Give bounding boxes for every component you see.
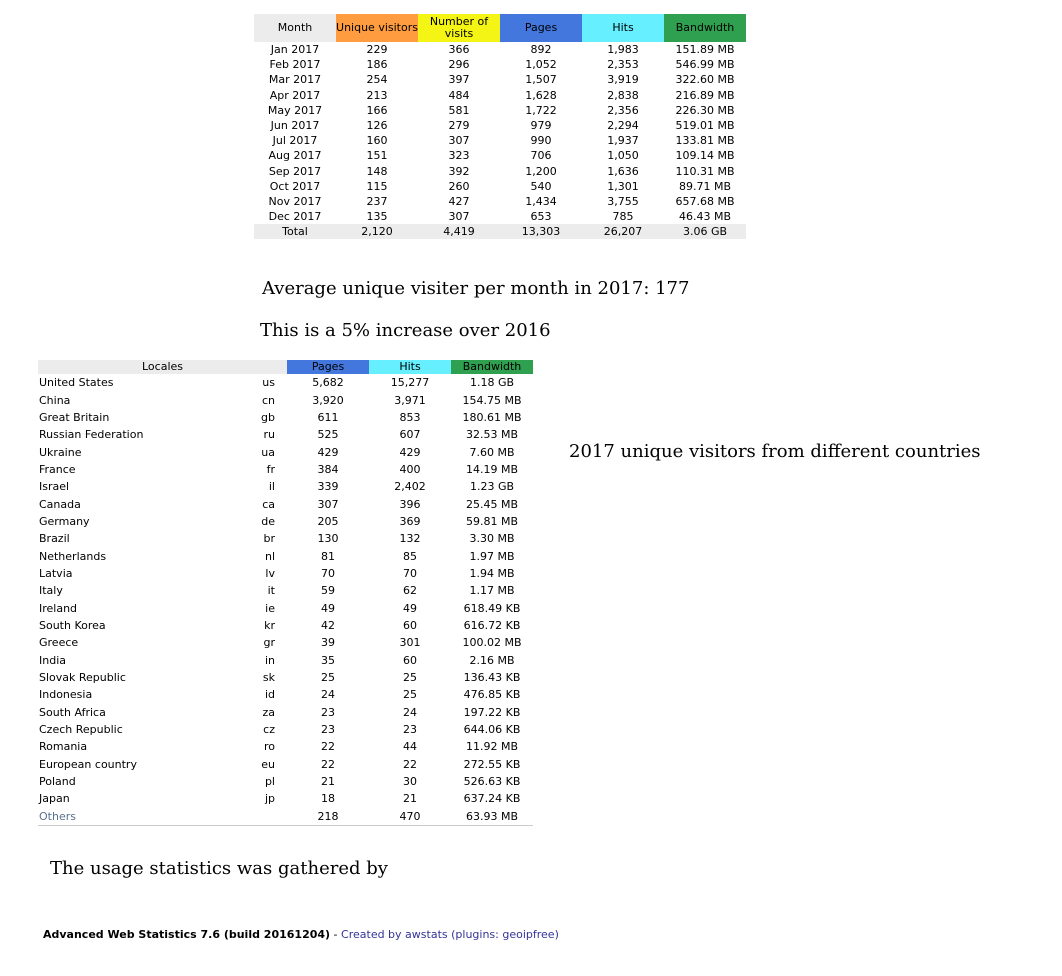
- visits-cell: 307: [448, 134, 470, 148]
- bandwidth-cell: 1.23 GB: [469, 480, 515, 494]
- country-name-cell: Japan: [39, 792, 70, 806]
- country-code-cell: fr: [266, 462, 275, 476]
- country-code-cell: jp: [264, 792, 275, 806]
- monthly-total-row: [254, 224, 746, 239]
- country-code-cell: ie: [265, 601, 275, 615]
- country-name-cell: South Africa: [39, 705, 106, 719]
- bandwidth-cell: 322.60 MB: [675, 73, 735, 87]
- hits-cell: 60: [403, 653, 417, 667]
- total-hits-cell: 26,207: [582, 224, 664, 239]
- locale-row: [38, 547, 533, 564]
- locale-row: [38, 704, 533, 721]
- locales-table: [38, 360, 533, 826]
- pages-cell: 23: [321, 705, 335, 719]
- pages-cell: 307: [317, 497, 339, 511]
- country-name-cell: Israel: [39, 480, 70, 494]
- header-bandwidth: Bandwidth: [664, 14, 746, 42]
- locales-header-row: [38, 360, 533, 374]
- visits-cell: 392: [448, 164, 470, 178]
- country-code-cell: ua: [261, 445, 275, 459]
- country-code-cell: nl: [264, 549, 275, 563]
- locale-row: [38, 617, 533, 634]
- country-name-cell: Romania: [39, 740, 88, 754]
- visits-cell: 397: [448, 73, 470, 87]
- bandwidth-cell: 3.30 MB: [469, 532, 515, 546]
- countries-caption: 2017 unique visitors from different countries: [569, 441, 981, 462]
- monthly-row: [254, 133, 746, 148]
- monthly-row: [254, 179, 746, 194]
- product-name: Advanced Web Statistics 7.6 (build 20161204): [43, 928, 331, 941]
- gathered-by-text: The usage statistics was gathered by: [50, 858, 388, 879]
- bandwidth-cell: 1.94 MB: [469, 566, 515, 580]
- hits-cell: 3,755: [607, 194, 639, 208]
- hits-cell: 607: [399, 428, 421, 442]
- monthly-history-table: [254, 14, 746, 239]
- unique-visitors-cell: 160: [366, 134, 388, 148]
- visits-cell: 484: [448, 88, 470, 102]
- pages-cell: 218: [287, 808, 369, 826]
- bandwidth-cell: 216.89 MB: [675, 88, 735, 102]
- country-code-cell: br: [263, 532, 275, 546]
- country-name-cell: Others: [38, 808, 239, 826]
- locale-row: [38, 374, 533, 391]
- locale-row: [38, 530, 533, 547]
- month-cell: Jun 2017: [270, 119, 320, 133]
- unique-visitors-cell: 148: [366, 164, 388, 178]
- hits-cell: 85: [403, 549, 417, 563]
- country-name-cell: South Korea: [39, 618, 106, 632]
- header-locales-pages: Pages: [287, 360, 369, 374]
- country-name-cell: Slovak Republic: [39, 671, 126, 685]
- locale-row: [38, 443, 533, 460]
- monthly-header-row: [254, 14, 746, 42]
- country-code-cell: kr: [264, 618, 275, 632]
- bandwidth-cell: 89.71 MB: [678, 179, 732, 193]
- country-name-cell: Russian Federation: [39, 428, 144, 442]
- pages-cell: 25: [321, 671, 335, 685]
- total-unique-visitors-cell: 2,120: [336, 224, 418, 239]
- country-code-cell: [239, 808, 287, 826]
- pages-cell: 1,434: [525, 194, 557, 208]
- header-locales-bandwidth: Bandwidth: [451, 360, 533, 374]
- visits-cell: 307: [448, 210, 470, 224]
- bandwidth-cell: 59.81 MB: [465, 514, 519, 528]
- pages-cell: 42: [321, 618, 335, 632]
- hits-cell: 24: [403, 705, 417, 719]
- bandwidth-cell: 25.45 MB: [465, 497, 519, 511]
- bandwidth-cell: 644.06 KB: [463, 723, 521, 737]
- hits-cell: 2,356: [607, 103, 639, 117]
- country-name-cell: Latvia: [39, 566, 73, 580]
- country-code-cell: id: [264, 688, 275, 702]
- hits-cell: 23: [403, 723, 417, 737]
- hits-cell: 1,636: [607, 164, 639, 178]
- hits-cell: 2,402: [394, 480, 426, 494]
- country-code-cell: it: [267, 584, 275, 598]
- country-code-cell: in: [264, 653, 275, 667]
- country-name-cell: Ukraine: [39, 445, 82, 459]
- header-hits: Hits: [582, 14, 664, 42]
- country-code-cell: cz: [263, 723, 275, 737]
- pages-cell: 81: [321, 549, 335, 563]
- locale-others-row: [38, 808, 533, 826]
- bandwidth-cell: 2.16 MB: [469, 653, 515, 667]
- country-code-cell: lv: [265, 566, 275, 580]
- hits-cell: 30: [403, 775, 417, 789]
- monthly-row: [254, 103, 746, 118]
- monthly-row: [254, 194, 746, 209]
- bandwidth-cell: 151.89 MB: [675, 43, 735, 57]
- month-cell: Jul 2017: [272, 134, 318, 148]
- country-name-cell: Germany: [39, 514, 90, 528]
- locale-row: [38, 773, 533, 790]
- bandwidth-cell: 11.92 MB: [465, 740, 519, 754]
- bandwidth-cell: 180.61 MB: [462, 410, 522, 424]
- visits-cell: 260: [448, 179, 470, 193]
- month-cell: Dec 2017: [268, 210, 322, 224]
- monthly-row: [254, 148, 746, 163]
- month-cell: Feb 2017: [269, 58, 321, 72]
- bandwidth-cell: 154.75 MB: [462, 393, 522, 407]
- header-locales-hits: Hits: [369, 360, 451, 374]
- hits-cell: 49: [403, 601, 417, 615]
- bandwidth-cell: 110.31 MB: [675, 164, 735, 178]
- country-code-cell: cn: [261, 393, 275, 407]
- bandwidth-cell: 226.30 MB: [675, 103, 735, 117]
- hits-cell: 60: [403, 618, 417, 632]
- monthly-row: [254, 209, 746, 224]
- bandwidth-cell: 14.19 MB: [465, 462, 519, 476]
- bandwidth-cell: 616.72 KB: [463, 618, 521, 632]
- locale-row: [38, 790, 533, 807]
- hits-cell: 396: [399, 497, 421, 511]
- hits-cell: 25: [403, 688, 417, 702]
- pages-cell: 540: [530, 179, 552, 193]
- average-visitors-text: Average unique visiter per month in 2017: 177: [262, 278, 690, 299]
- bandwidth-cell: 519.01 MB: [675, 119, 735, 133]
- unique-visitors-cell: 151: [366, 149, 388, 163]
- pages-cell: 205: [317, 514, 339, 528]
- locale-row: [38, 669, 533, 686]
- pages-cell: 339: [317, 480, 339, 494]
- country-code-cell: sk: [262, 671, 275, 685]
- country-name-cell: Brazil: [39, 532, 70, 546]
- header-month: Month: [254, 14, 336, 42]
- country-name-cell: Ireland: [39, 601, 78, 615]
- visits-cell: 427: [448, 194, 470, 208]
- bandwidth-cell: 1.18 GB: [469, 376, 515, 390]
- pages-cell: 1,722: [525, 103, 557, 117]
- footer-separator: -: [330, 928, 342, 941]
- bandwidth-cell: 618.49 KB: [463, 601, 521, 615]
- hits-cell: 785: [612, 210, 634, 224]
- unique-visitors-cell: 186: [366, 58, 388, 72]
- visits-cell: 581: [448, 103, 470, 117]
- country-code-cell: ro: [263, 740, 275, 754]
- country-name-cell: Italy: [39, 584, 63, 598]
- pages-cell: 979: [530, 119, 552, 133]
- hits-cell: 853: [399, 410, 421, 424]
- hits-cell: 21: [403, 792, 417, 806]
- pages-cell: 1,628: [525, 88, 557, 102]
- hits-cell: 400: [399, 462, 421, 476]
- bandwidth-cell: 1.97 MB: [469, 549, 515, 563]
- pages-cell: 35: [321, 653, 335, 667]
- hits-cell: 2,838: [607, 88, 639, 102]
- unique-visitors-cell: 115: [366, 179, 388, 193]
- pages-cell: 70: [321, 566, 335, 580]
- increase-text: This is a 5% increase over 2016: [260, 320, 551, 341]
- country-name-cell: United States: [39, 376, 114, 390]
- monthly-row: [254, 57, 746, 72]
- bandwidth-cell: 637.24 KB: [463, 792, 521, 806]
- country-name-cell: European country: [39, 757, 137, 771]
- visits-cell: 323: [448, 149, 470, 163]
- hits-cell: 132: [399, 532, 421, 546]
- hits-cell: 15,277: [390, 376, 430, 390]
- country-name-cell: Netherlands: [39, 549, 107, 563]
- bandwidth-cell: 46.43 MB: [678, 210, 732, 224]
- country-code-cell: us: [262, 376, 275, 390]
- country-name-cell: Poland: [39, 775, 76, 789]
- country-name-cell: Canada: [39, 497, 81, 511]
- total-bandwidth-cell: 3.06 GB: [664, 224, 746, 239]
- locale-row: [38, 409, 533, 426]
- total-visits-cell: 4,419: [418, 224, 500, 239]
- bandwidth-cell: 476.85 KB: [463, 688, 521, 702]
- month-cell: Mar 2017: [268, 73, 322, 87]
- visits-cell: 296: [448, 58, 470, 72]
- created-by-link[interactable]: Created by awstats (plugins: geoipfree): [341, 928, 559, 941]
- pages-cell: 1,507: [525, 73, 557, 87]
- country-code-cell: pl: [264, 775, 275, 789]
- monthly-row: [254, 72, 746, 87]
- bandwidth-cell: 136.43 KB: [463, 671, 521, 685]
- country-code-cell: gr: [263, 636, 275, 650]
- bandwidth-cell: 272.55 KB: [463, 757, 521, 771]
- locale-row: [38, 391, 533, 408]
- hits-cell: 3,919: [607, 73, 639, 87]
- monthly-row: [254, 88, 746, 103]
- month-cell: Aug 2017: [268, 149, 322, 163]
- bandwidth-cell: 133.81 MB: [675, 134, 735, 148]
- country-code-cell: eu: [261, 757, 275, 771]
- pages-cell: 18: [321, 792, 335, 806]
- country-code-cell: ca: [262, 497, 275, 511]
- hits-cell: 62: [403, 584, 417, 598]
- pages-cell: 5,682: [312, 376, 344, 390]
- header-locales: Locales: [38, 360, 287, 374]
- pages-cell: 23: [321, 723, 335, 737]
- country-name-cell: France: [39, 462, 76, 476]
- locale-row: [38, 565, 533, 582]
- header-unique-visitors: Unique visitors: [336, 14, 418, 42]
- country-code-cell: de: [261, 514, 275, 528]
- pages-cell: 990: [530, 134, 552, 148]
- monthly-row: [254, 164, 746, 179]
- locale-row: [38, 495, 533, 512]
- header-visits: Number of visits: [418, 14, 500, 42]
- month-cell: Apr 2017: [269, 88, 321, 102]
- bandwidth-cell: 63.93 MB: [451, 808, 533, 826]
- country-code-cell: il: [268, 480, 275, 494]
- country-code-cell: gb: [261, 410, 275, 424]
- visits-cell: 279: [448, 119, 470, 133]
- country-name-cell: Czech Republic: [39, 723, 123, 737]
- pages-cell: 22: [321, 757, 335, 771]
- locale-row: [38, 652, 533, 669]
- hits-cell: 2,294: [607, 119, 639, 133]
- hits-cell: 25: [403, 671, 417, 685]
- country-name-cell: China: [39, 393, 71, 407]
- country-code-cell: za: [262, 705, 275, 719]
- pages-cell: 22: [321, 740, 335, 754]
- bandwidth-cell: 526.63 KB: [463, 775, 521, 789]
- pages-cell: 49: [321, 601, 335, 615]
- country-name-cell: Indonesia: [39, 688, 93, 702]
- locale-row: [38, 426, 533, 443]
- locale-row: [38, 686, 533, 703]
- hits-cell: 470: [369, 808, 451, 826]
- pages-cell: 39: [321, 636, 335, 650]
- unique-visitors-cell: 229: [366, 43, 388, 57]
- hits-cell: 1,301: [607, 179, 639, 193]
- hits-cell: 429: [399, 445, 421, 459]
- pages-cell: 384: [317, 462, 339, 476]
- monthly-row: [254, 118, 746, 133]
- locale-row: [38, 599, 533, 616]
- pages-cell: 59: [321, 584, 335, 598]
- pages-cell: 653: [530, 210, 552, 224]
- month-cell: May 2017: [267, 103, 323, 117]
- pages-cell: 525: [317, 428, 339, 442]
- footer: [43, 928, 559, 941]
- month-cell: Jan 2017: [270, 43, 320, 57]
- pages-cell: 3,920: [312, 393, 344, 407]
- bandwidth-cell: 7.60 MB: [469, 445, 515, 459]
- bandwidth-cell: 109.14 MB: [675, 149, 735, 163]
- hits-cell: 3,971: [394, 393, 426, 407]
- locale-row: [38, 513, 533, 530]
- bandwidth-cell: 197.22 KB: [463, 705, 521, 719]
- locale-row: [38, 634, 533, 651]
- pages-cell: 1,200: [525, 164, 557, 178]
- hits-cell: 70: [403, 566, 417, 580]
- bandwidth-cell: 657.68 MB: [675, 194, 735, 208]
- bandwidth-cell: 1.17 MB: [469, 584, 515, 598]
- hits-cell: 44: [403, 740, 417, 754]
- country-code-cell: ru: [263, 428, 275, 442]
- monthly-row: [254, 42, 746, 57]
- hits-cell: 301: [399, 636, 421, 650]
- bandwidth-cell: 546.99 MB: [675, 58, 735, 72]
- hits-cell: 2,353: [607, 58, 639, 72]
- country-name-cell: Great Britain: [39, 410, 110, 424]
- bandwidth-cell: 100.02 MB: [462, 636, 522, 650]
- pages-cell: 24: [321, 688, 335, 702]
- pages-cell: 611: [317, 410, 339, 424]
- unique-visitors-cell: 166: [366, 103, 388, 117]
- locale-row: [38, 756, 533, 773]
- locale-row: [38, 721, 533, 738]
- pages-cell: 21: [321, 775, 335, 789]
- bandwidth-cell: 32.53 MB: [465, 428, 519, 442]
- unique-visitors-cell: 237: [366, 194, 388, 208]
- unique-visitors-cell: 213: [366, 88, 388, 102]
- hits-cell: 1,983: [607, 43, 639, 57]
- pages-cell: 429: [317, 445, 339, 459]
- total-month-cell: Total: [254, 224, 336, 239]
- locale-row: [38, 478, 533, 495]
- unique-visitors-cell: 126: [366, 119, 388, 133]
- header-pages: Pages: [500, 14, 582, 42]
- visits-cell: 366: [448, 43, 470, 57]
- month-cell: Nov 2017: [268, 194, 322, 208]
- hits-cell: 1,050: [607, 149, 639, 163]
- locale-row: [38, 461, 533, 478]
- pages-cell: 706: [530, 149, 552, 163]
- pages-cell: 892: [530, 43, 552, 57]
- hits-cell: 369: [399, 514, 421, 528]
- locale-row: [38, 582, 533, 599]
- pages-cell: 130: [317, 532, 339, 546]
- country-name-cell: India: [39, 653, 66, 667]
- total-pages-cell: 13,303: [500, 224, 582, 239]
- country-name-cell: Greece: [39, 636, 79, 650]
- month-cell: Oct 2017: [269, 179, 321, 193]
- hits-cell: 22: [403, 757, 417, 771]
- pages-cell: 1,052: [525, 58, 557, 72]
- unique-visitors-cell: 254: [366, 73, 388, 87]
- month-cell: Sep 2017: [268, 164, 322, 178]
- hits-cell: 1,937: [607, 134, 639, 148]
- locale-row: [38, 738, 533, 755]
- unique-visitors-cell: 135: [366, 210, 388, 224]
